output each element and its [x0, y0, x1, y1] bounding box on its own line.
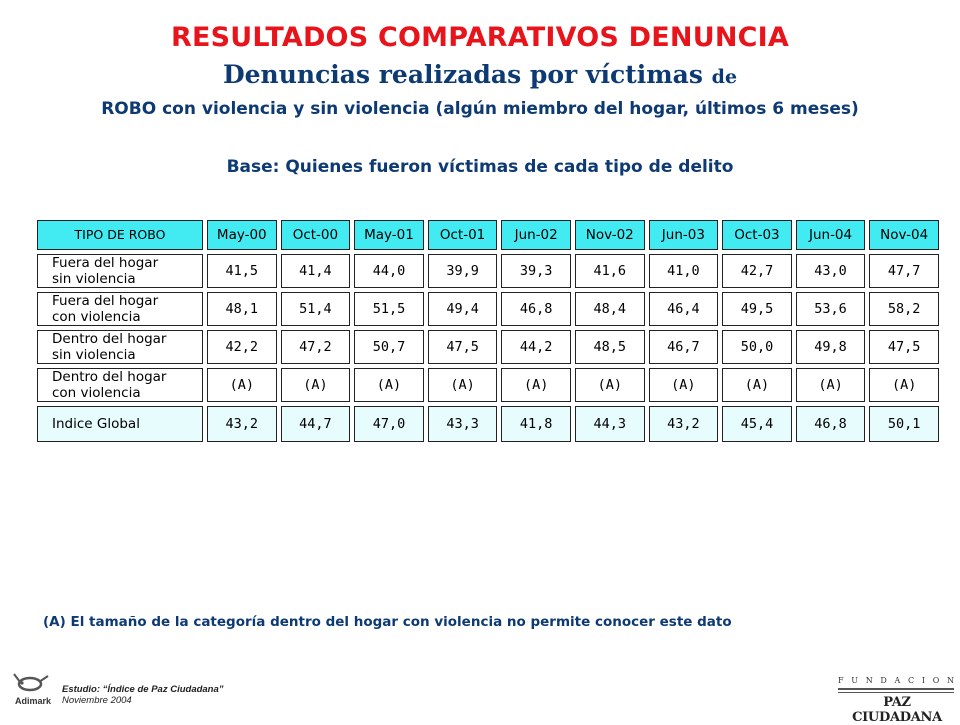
value-cell: 46,4: [649, 292, 719, 326]
fundacion-logo: [838, 676, 956, 725]
subtitle-line: ROBO con violencia y sin violencia (algún miembro del hogar, últimos 6 meses): [101, 99, 859, 119]
value-cell: 51,4: [281, 292, 351, 326]
fundacion-letter: O: [932, 676, 940, 685]
fundacion-rule: [838, 692, 954, 693]
value-cell: 48,1: [207, 292, 277, 326]
fundacion-name: PAZ CIUDADANA: [852, 695, 942, 725]
study-date: Noviembre 2004: [62, 695, 132, 706]
value-cell: 46,8: [796, 406, 866, 442]
value-cell: 44,2: [501, 330, 571, 364]
row-label: [37, 254, 203, 288]
subtitle-de: de: [711, 66, 738, 88]
fundacion-letter: F: [838, 676, 844, 685]
study-info: [62, 684, 224, 706]
page-subtitle: [0, 60, 960, 89]
subtitle-main: Denuncias realizadas por víctimas: [222, 60, 703, 89]
global-index-row: [37, 406, 939, 442]
value-cell: 49,4: [428, 292, 498, 326]
value-cell: 44,7: [281, 406, 351, 442]
value-cell: 44,0: [354, 254, 424, 288]
row-label: [37, 292, 203, 326]
header-cell-period: Jun-03: [649, 220, 719, 250]
footnote: (A) El tamaño de la categoría dentro del hogar con violencia no permite conocer este dato: [43, 614, 732, 630]
fundacion-rule: [838, 688, 954, 690]
value-cell: (A): [354, 368, 424, 402]
value-cell: 43,2: [207, 406, 277, 442]
table-row: [37, 292, 939, 326]
value-cell: 48,5: [575, 330, 645, 364]
value-cell: (A): [869, 368, 939, 402]
table-row: [37, 330, 939, 364]
fundacion-letter: D: [880, 676, 887, 685]
fundacion-letter: I: [921, 676, 926, 685]
fundacion-letter: U: [851, 676, 859, 685]
fundacion-letters: [838, 676, 954, 685]
value-cell: 43,2: [649, 406, 719, 442]
value-cell: 50,1: [869, 406, 939, 442]
value-cell: 48,4: [575, 292, 645, 326]
header-cell-period: Oct-01: [428, 220, 498, 250]
row-label-line: Dentro del hogar: [52, 331, 167, 347]
header-cell-period: Jun-04: [796, 220, 866, 250]
value-cell: (A): [428, 368, 498, 402]
value-cell: (A): [722, 368, 792, 402]
value-cell: (A): [501, 368, 571, 402]
header-cell-period: Nov-02: [575, 220, 645, 250]
header-cell-tipo: TIPO DE ROBO: [37, 220, 203, 250]
header-cell-period: May-00: [207, 220, 277, 250]
header-cell-period: Jun-02: [501, 220, 571, 250]
value-cell: 41,8: [501, 406, 571, 442]
header-cell-period: May-01: [354, 220, 424, 250]
value-cell: 45,4: [722, 406, 792, 442]
value-cell: 47,5: [869, 330, 939, 364]
value-cell: 53,6: [796, 292, 866, 326]
row-label: [37, 330, 203, 364]
value-cell: 47,7: [869, 254, 939, 288]
adimark-logo-icon: [8, 668, 54, 714]
value-cell: 50,7: [354, 330, 424, 364]
fundacion-letter: C: [908, 676, 915, 685]
value-cell: 42,7: [722, 254, 792, 288]
page-title: RESULTADOS COMPARATIVOS DENUNCIA: [170, 22, 789, 53]
value-cell: 58,2: [869, 292, 939, 326]
value-cell: 43,0: [796, 254, 866, 288]
value-cell: 49,5: [722, 292, 792, 326]
value-cell: 41,6: [575, 254, 645, 288]
results-table-container: [33, 216, 943, 446]
header-cell-period: Nov-04: [869, 220, 939, 250]
value-cell: 47,5: [428, 330, 498, 364]
row-label-line: sin violencia: [52, 347, 136, 363]
row-label-line: Dentro del hogar: [52, 369, 167, 385]
table-row: [37, 368, 939, 402]
results-table: [33, 216, 943, 446]
value-cell: 47,2: [281, 330, 351, 364]
value-cell: 44,3: [575, 406, 645, 442]
value-cell: (A): [281, 368, 351, 402]
value-cell: (A): [796, 368, 866, 402]
value-cell: 46,8: [501, 292, 571, 326]
value-cell: 46,7: [649, 330, 719, 364]
value-cell: (A): [207, 368, 277, 402]
value-cell: 39,3: [501, 254, 571, 288]
row-label-line: con violencia: [52, 385, 141, 401]
adimark-brand: Adimark: [14, 696, 51, 706]
row-label: [37, 368, 203, 402]
row-label-line: Fuera del hogar: [52, 255, 159, 271]
fundacion-letter: A: [894, 676, 901, 685]
header-cell-period: Oct-00: [281, 220, 351, 250]
value-cell: 50,0: [722, 330, 792, 364]
value-cell: (A): [575, 368, 645, 402]
row-label-line: con violencia: [52, 309, 141, 325]
value-cell: 41,0: [649, 254, 719, 288]
value-cell: 51,5: [354, 292, 424, 326]
table-row: [37, 254, 939, 288]
value-cell: 41,5: [207, 254, 277, 288]
value-cell: 39,9: [428, 254, 498, 288]
value-cell: 49,8: [796, 330, 866, 364]
value-cell: 41,4: [281, 254, 351, 288]
global-index-label: Indice Global: [37, 406, 203, 442]
table-header-row: [37, 220, 939, 250]
base-description: Base: Quienes fueron víctimas de cada tipo de delito: [226, 157, 734, 177]
value-cell: 43,3: [428, 406, 498, 442]
value-cell: 42,2: [207, 330, 277, 364]
value-cell: (A): [649, 368, 719, 402]
row-label-line: Fuera del hogar: [52, 293, 159, 309]
fundacion-letter: N: [947, 676, 954, 685]
fundacion-letter: N: [865, 676, 873, 685]
value-cell: 47,0: [354, 406, 424, 442]
header-cell-period: Oct-03: [722, 220, 792, 250]
study-line: Estudio: “Índice de Paz Ciudadana”: [62, 684, 224, 695]
row-label-line: sin violencia: [52, 271, 136, 287]
